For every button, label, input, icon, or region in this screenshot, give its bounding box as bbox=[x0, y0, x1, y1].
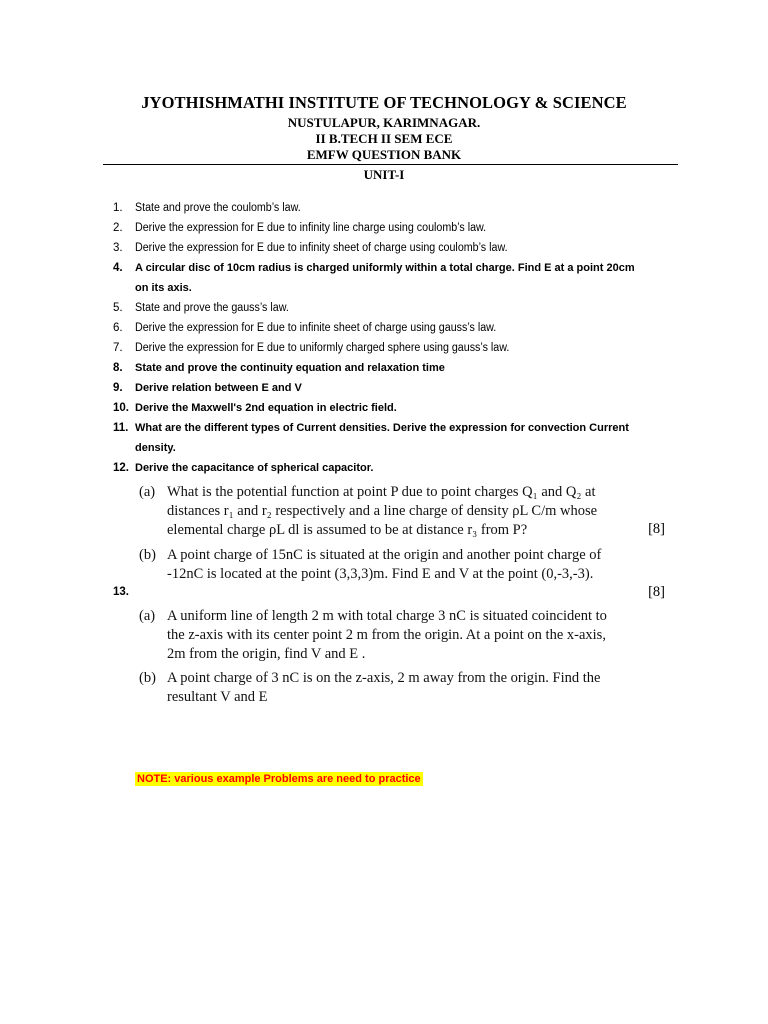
institute-location: NUSTULAPUR, KARIMNAGAR. bbox=[287, 115, 481, 130]
course-name: II B.TECH II SEM ECE bbox=[315, 131, 453, 146]
header-divider bbox=[103, 164, 678, 165]
question-number: 5. bbox=[113, 302, 123, 314]
subquestion-label: (b) bbox=[139, 547, 156, 563]
marks-label: [8] bbox=[648, 521, 665, 537]
question-text: State and prove the gauss’s law. bbox=[135, 302, 289, 314]
subquestion-text: resultant V and E bbox=[167, 689, 268, 705]
subquestion-text: 2m from the origin, find V and E . bbox=[167, 646, 366, 662]
question-number: 6. bbox=[113, 322, 123, 334]
question-text-continued: on its axis. bbox=[135, 282, 192, 294]
subquestion-text: A point charge of 3 nC is on the z-axis, 2 m away from the origin. Find the bbox=[167, 670, 601, 686]
institute-name: JYOTHISHMATHI INSTITUTE OF TECHNOLOGY & SCIENCE bbox=[141, 93, 627, 112]
marks-label: [8] bbox=[648, 584, 665, 600]
subquestion-text: What is the potential function at point P due to point charges Q₁ and Q₂ at bbox=[167, 484, 596, 500]
subquestion-label: (b) bbox=[139, 670, 156, 686]
question-text-continued: density. bbox=[135, 442, 176, 454]
subquestion-text: elemental charge ρL dl is assumed to be at distance r₃ from P? bbox=[167, 522, 528, 538]
question-text: State and prove the continuity equation and relaxation time bbox=[135, 362, 445, 374]
question-text: A circular disc of 10cm radius is charged uniformly within a total charge. Find E at a point 20cm bbox=[135, 262, 635, 274]
question-bank-title: EMFW QUESTION BANK bbox=[306, 147, 462, 162]
question-number: 9. bbox=[113, 382, 123, 394]
practice-note: NOTE: various example Problems are need to practice bbox=[137, 773, 421, 785]
question-number: 2. bbox=[113, 222, 123, 234]
question-number: 4. bbox=[113, 262, 123, 274]
question-number: 13. bbox=[113, 586, 129, 598]
subquestion-text: the z-axis with its center point 2 m from the origin. At a point on the x-axis, bbox=[167, 627, 606, 643]
question-number: 3. bbox=[113, 242, 123, 254]
question-number: 10. bbox=[113, 402, 129, 414]
question-number: 1. bbox=[113, 202, 123, 214]
subquestion-text: A point charge of 15nC is situated at the origin and another point charge of bbox=[167, 547, 602, 563]
question-text: Derive the expression for E due to infinity sheet of charge using coulomb’s law. bbox=[135, 242, 508, 254]
question-number: 8. bbox=[113, 362, 123, 374]
question-text: Derive the expression for E due to uniformly charged sphere using gauss’s law. bbox=[135, 342, 510, 354]
unit-title: UNIT-I bbox=[363, 167, 405, 182]
subquestion-text: distances r₁ and r₂ respectively and a line charge of density ρL C/m whose bbox=[167, 503, 598, 519]
question-text: State and prove the coulomb’s law. bbox=[135, 202, 301, 214]
question-number: 7. bbox=[113, 342, 123, 354]
question-text: What are the different types of Current densities. Derive the expression for convection Current bbox=[135, 422, 629, 434]
subquestion-text: A uniform line of length 2 m with total charge 3 nC is situated coincident to bbox=[167, 608, 607, 624]
question-text: Derive the capacitance of spherical capacitor. bbox=[135, 462, 374, 474]
question-number: 11. bbox=[113, 422, 129, 434]
question-text: Derive the expression for E due to infinity line charge using coulomb’s law. bbox=[135, 222, 487, 234]
question-text: Derive the expression for E due to infinite sheet of charge using gauss’s law. bbox=[135, 322, 497, 334]
subquestion-label: (a) bbox=[139, 484, 156, 500]
question-number: 12. bbox=[113, 462, 129, 474]
subquestion-text: -12nC is located at the point (3,3,3)m. Find E and V at the point (0,-3,-3). bbox=[167, 566, 594, 582]
question-text: Derive relation between E and V bbox=[135, 382, 302, 394]
subquestion-label: (a) bbox=[139, 608, 156, 624]
question-text: Derive the Maxwell's 2nd equation in electric field. bbox=[135, 402, 397, 414]
